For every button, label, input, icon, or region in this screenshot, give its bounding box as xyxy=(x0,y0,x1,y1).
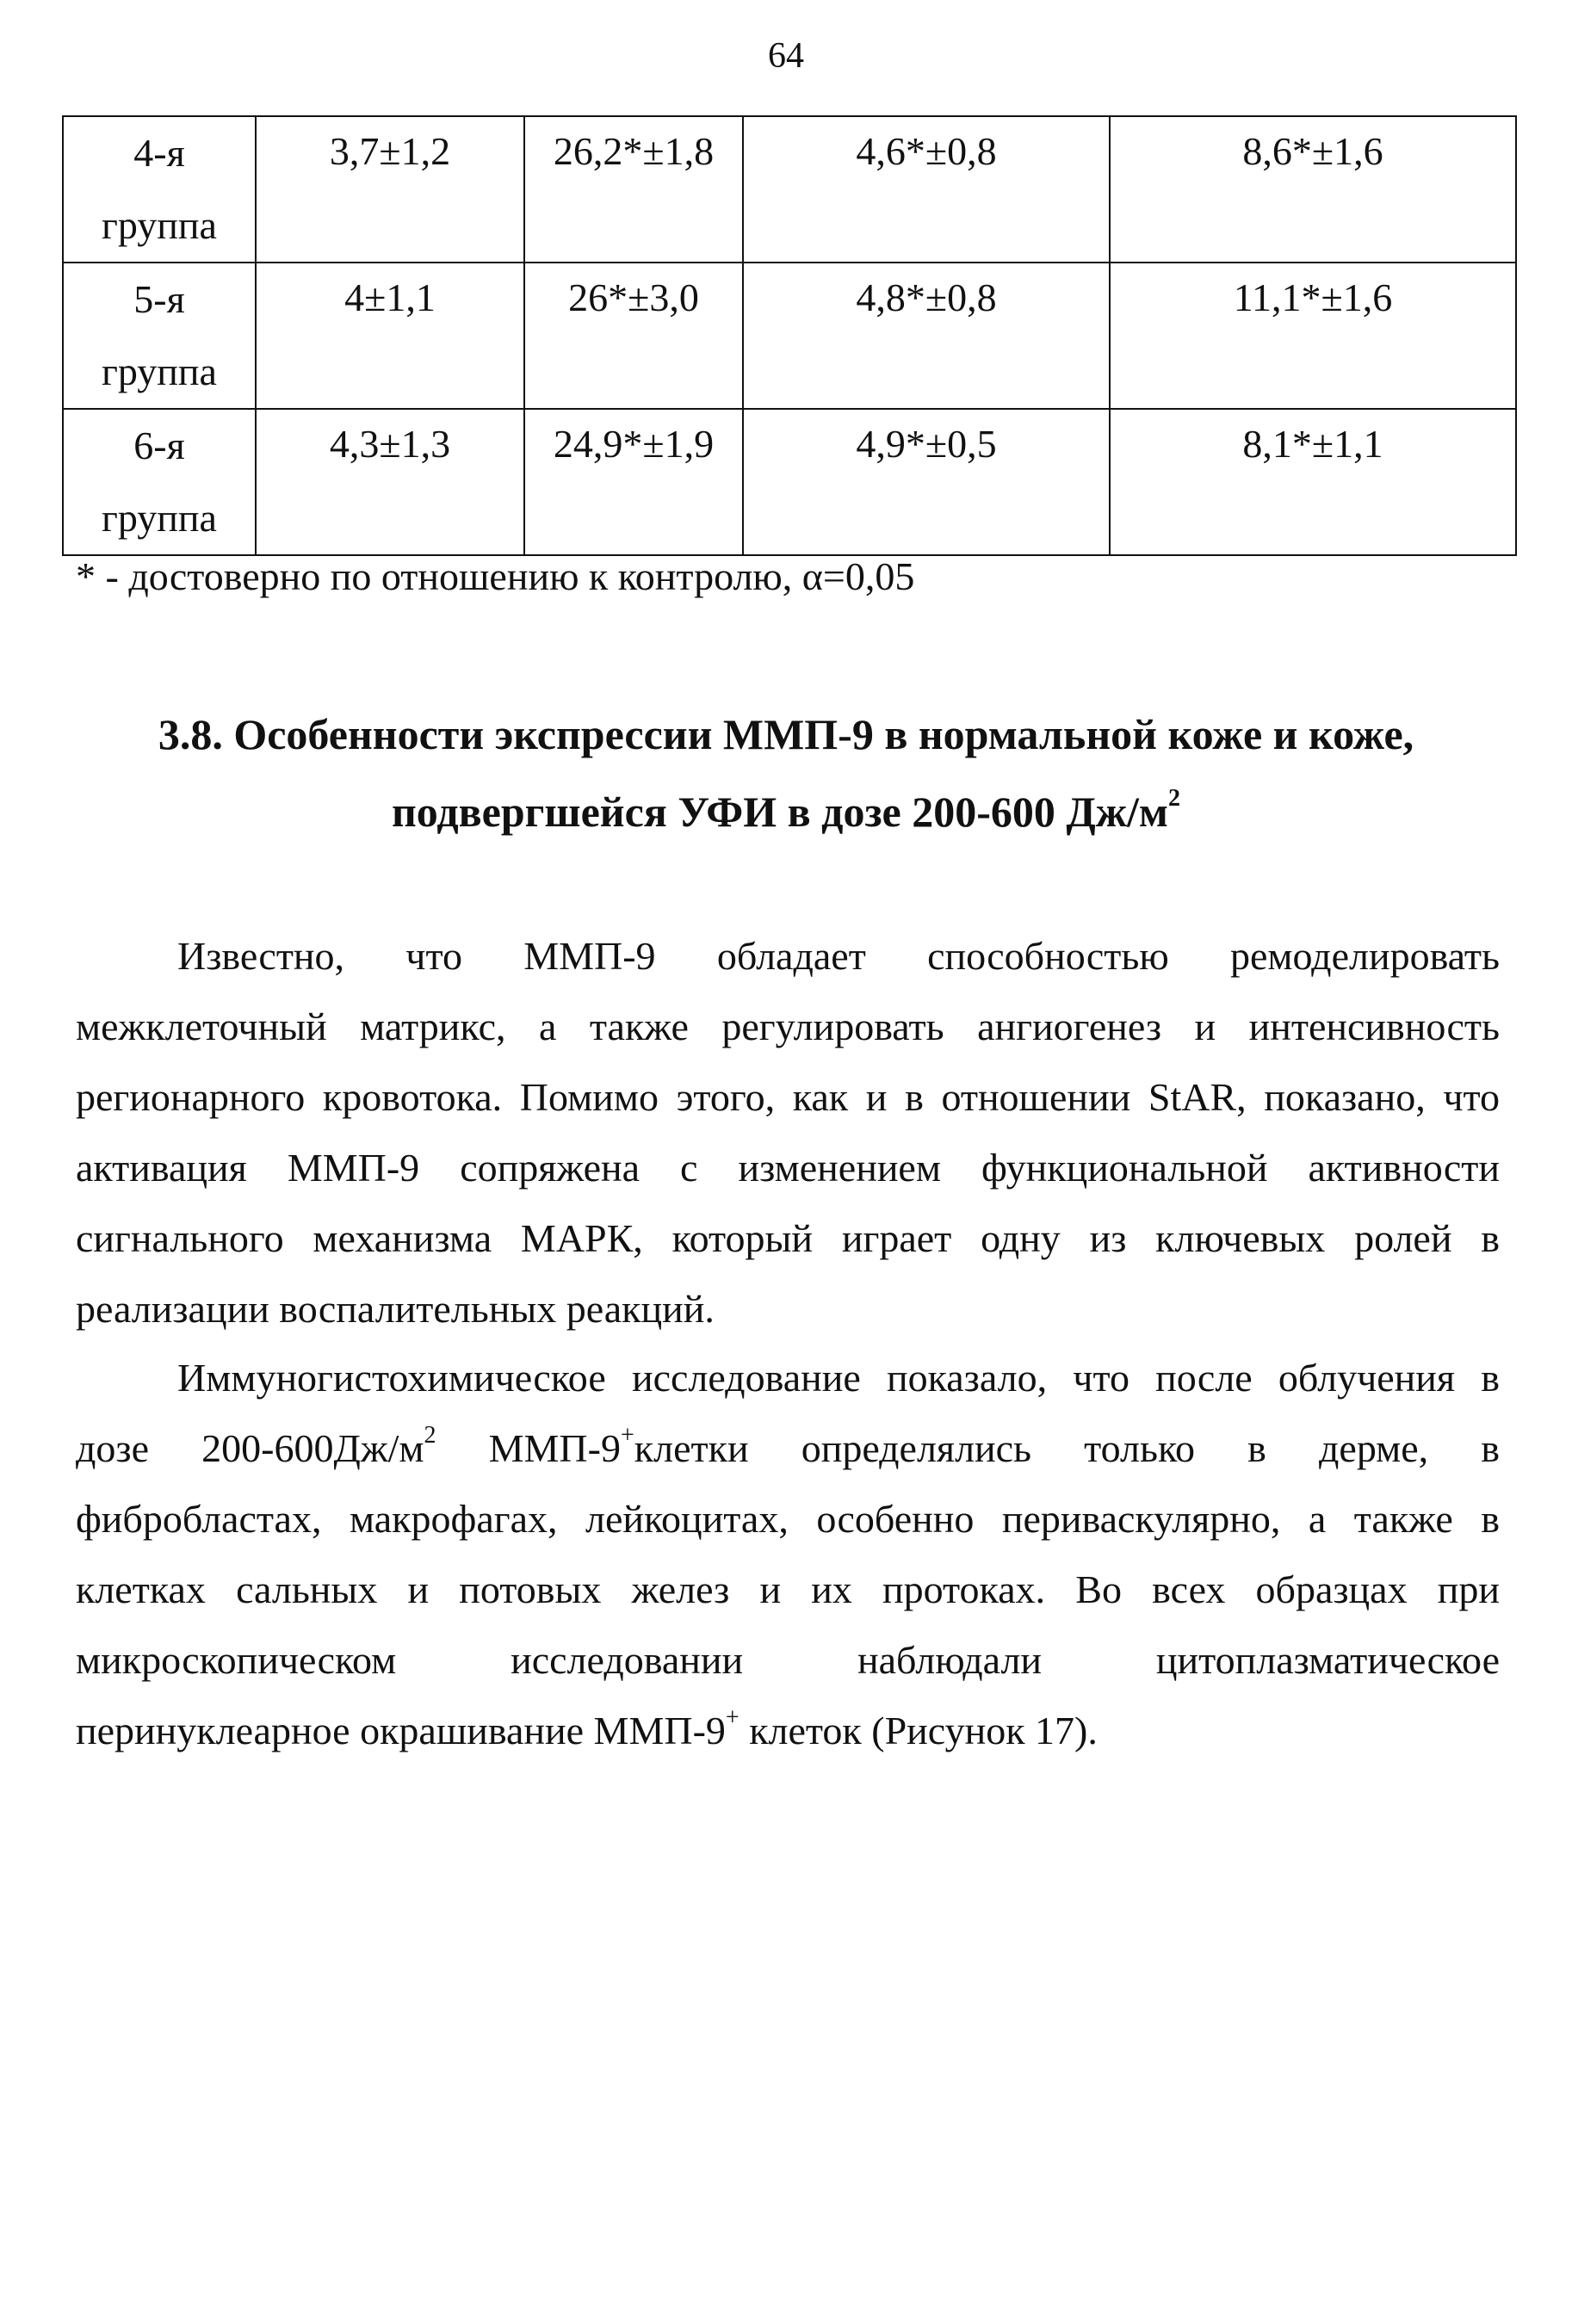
text-fragment: дозе 200-600Дж/м xyxy=(76,1426,424,1470)
paragraph-line: сигнального механизма МАРК, который играет одну из ключевых ролей в xyxy=(76,1216,1500,1260)
heading-line-2 xyxy=(86,773,1486,850)
paragraph-line: реализации воспалительных реакций. xyxy=(76,1287,715,1331)
group-word: группа xyxy=(102,349,217,393)
superscript: + xyxy=(725,1703,740,1731)
group-cell xyxy=(63,263,256,409)
paragraph-line xyxy=(76,1413,1500,1484)
group-number: 5-я xyxy=(133,277,185,321)
text-fragment: клетки определялись только в дерме, в xyxy=(634,1426,1500,1470)
paragraph-line: межклеточный матрикс, а также регулировать ангиогенез и интенсивность xyxy=(76,1004,1500,1048)
table-footnote: * - достоверно по отношению к контролю, α=0,05 xyxy=(76,554,915,598)
table-cell: 8,6*±1,6 xyxy=(1110,116,1516,263)
table-cell: 24,9*±1,9 xyxy=(524,409,743,555)
group-cell xyxy=(63,116,256,263)
table-row xyxy=(63,409,1516,555)
paragraph-line: клетках сальных и потовых желез и их протоках. Во всех образцах при xyxy=(76,1567,1500,1611)
table-cell: 26*±3,0 xyxy=(524,263,743,409)
table-cell: 3,7±1,2 xyxy=(256,116,524,263)
group-word: группа xyxy=(102,496,217,540)
table-row xyxy=(63,263,1516,409)
superscript: 2 xyxy=(424,1421,436,1449)
paragraph-line: Иммуногистохимическое исследование показало, что после облучения в xyxy=(177,1356,1500,1400)
paragraph-line: фибробластах, макрофагах, лейкоцитах, особенно периваскулярно, а также в xyxy=(76,1497,1500,1541)
paragraph-line: активация ММП-9 сопряжена с изменением функциональной активности xyxy=(76,1146,1500,1190)
results-table xyxy=(62,115,1517,556)
group-cell xyxy=(63,409,256,555)
table-cell: 8,1*±1,1 xyxy=(1110,409,1516,555)
paragraph-1 xyxy=(76,921,1500,1344)
paragraph-line xyxy=(76,1696,1500,1766)
group-number: 4-я xyxy=(133,131,185,175)
table-row xyxy=(63,116,1516,263)
text-fragment: ММП-9 xyxy=(436,1426,621,1470)
superscript: 2 xyxy=(1167,785,1180,813)
table-cell: 11,1*±1,6 xyxy=(1110,263,1516,409)
paragraph-line: регионарного кровотока. Помимо этого, как и в отношении StAR, показано, что xyxy=(76,1075,1500,1119)
table-cell: 26,2*±1,8 xyxy=(524,116,743,263)
table-cell: 4,8*±0,8 xyxy=(743,263,1110,409)
heading-line-2-text: подвергшейся УФИ в дозе 200-600 Дж/м xyxy=(392,788,1168,836)
text-fragment: клеток (Рисунок 17). xyxy=(739,1709,1098,1752)
table-cell: 4±1,1 xyxy=(256,263,524,409)
table-cell: 4,3±1,3 xyxy=(256,409,524,555)
text-fragment: перинуклеарное окрашивание ММП-9 xyxy=(76,1709,726,1752)
group-number: 6-я xyxy=(133,423,185,467)
paragraph-line: Известно, что ММП-9 обладает способностью ремоделировать xyxy=(177,934,1500,978)
table-cell: 4,6*±0,8 xyxy=(743,116,1110,263)
heading-line-1: 3.8. Особенности экспрессии ММП-9 в нормальной коже и коже, xyxy=(158,710,1414,758)
group-word: группа xyxy=(102,203,217,247)
section-heading xyxy=(86,695,1486,850)
page-number: 64 xyxy=(768,36,804,76)
paragraph-line: микроскопическом исследовании наблюдали цитоплазматическое xyxy=(76,1638,1500,1682)
paragraph-2 xyxy=(76,1343,1500,1766)
table-cell: 4,9*±0,5 xyxy=(743,409,1110,555)
superscript: + xyxy=(620,1421,634,1449)
